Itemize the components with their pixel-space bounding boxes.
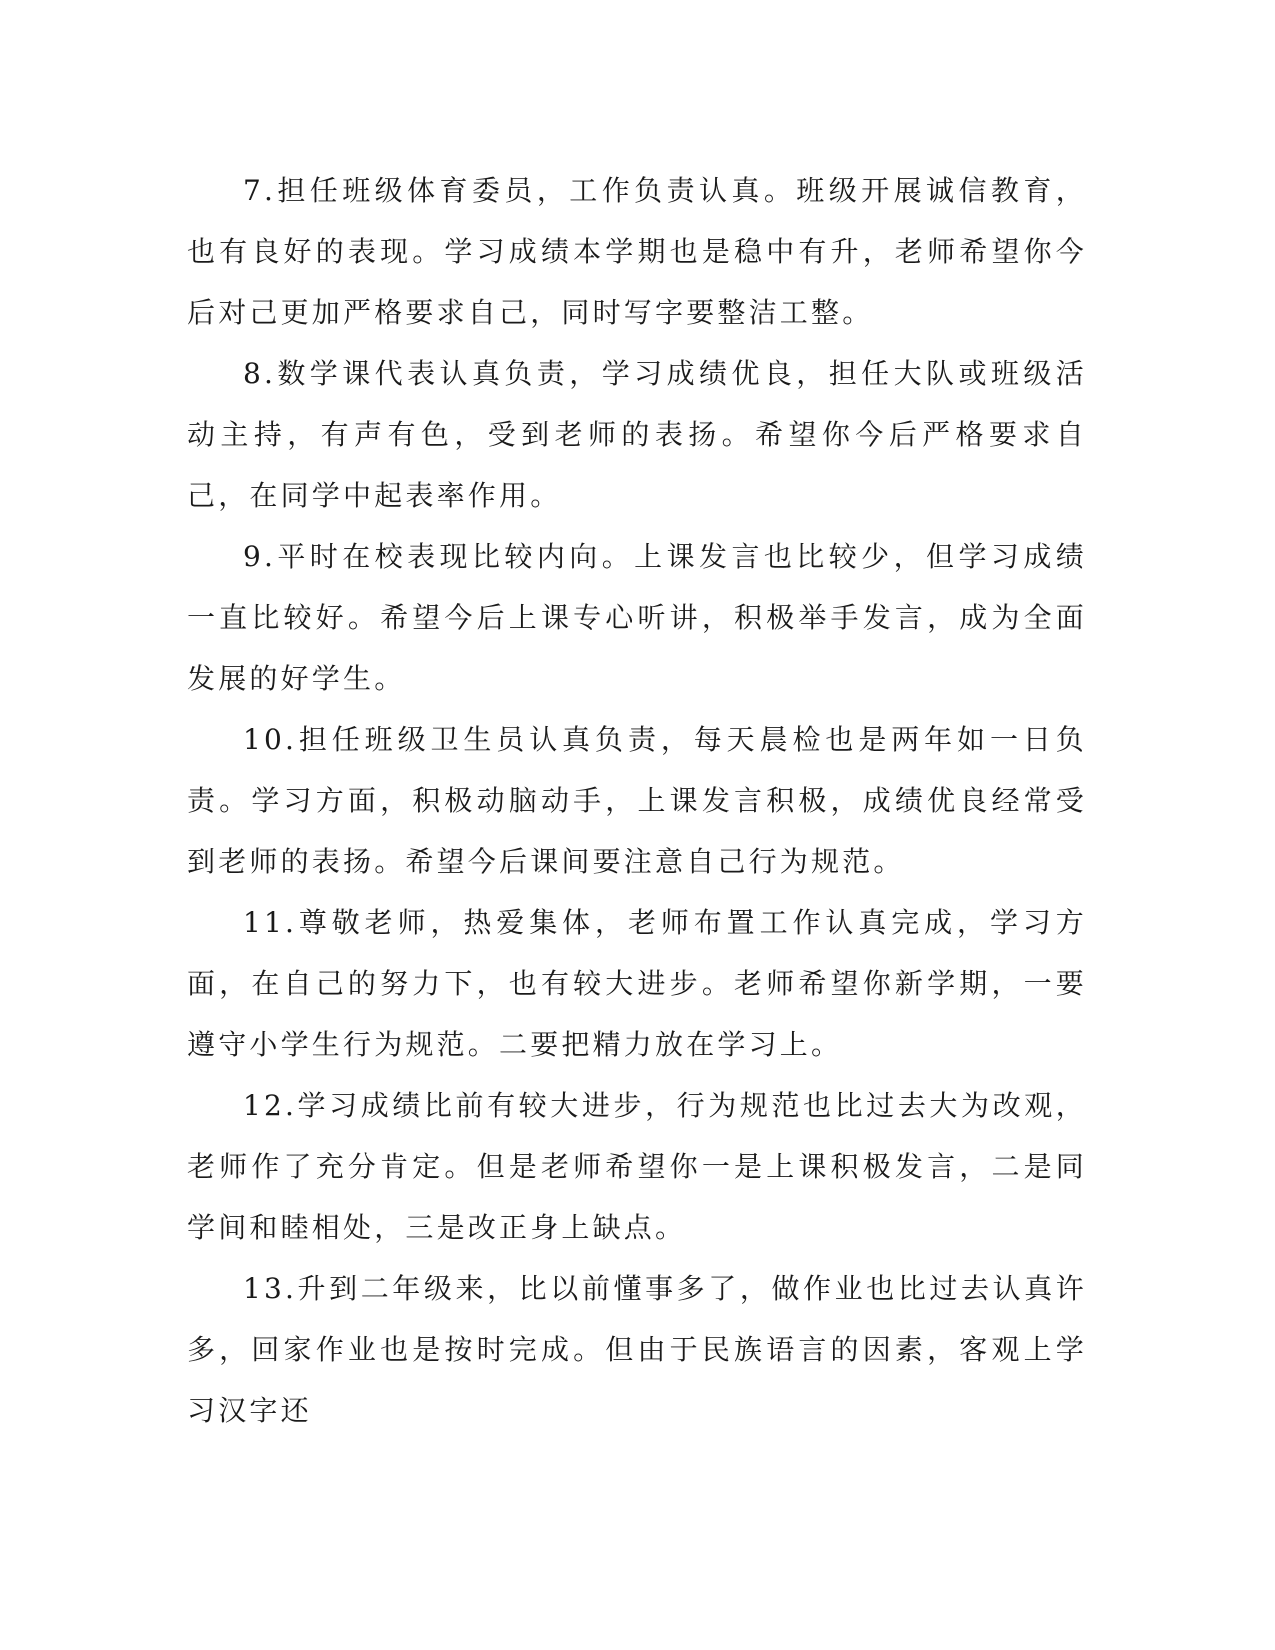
paragraph-8: 8.数学课代表认真负责，学习成绩优良，担任大队或班级活动主持，有声有色，受到老师的表扬。希望你今后严格要求自己，在同学中起表率作用。 [187,357,1087,512]
document-body [187,160,1087,1441]
paragraph-11: 11.尊敬老师，热爱集体，老师布置工作认真完成，学习方面，在自己的努力下，也有较大进步。老师希望你新学期，一要遵守小学生行为规范。二要把精力放在学习上。 [187,906,1087,1061]
paragraph-9: 9.平时在校表现比较内向。上课发言也比较少，但学习成绩一直比较好。希望今后上课专心听讲，积极举手发言，成为全面发展的好学生。 [187,540,1087,695]
paragraph-12: 12.学习成绩比前有较大进步，行为规范也比过去大为改观，老师作了充分肯定。但是老师希望你一是上课积极发言，二是同学间和睦相处，三是改正身上缺点。 [187,1089,1087,1244]
paragraph-10: 10.担任班级卫生员认真负责，每天晨检也是两年如一日负责。学习方面，积极动脑动手，上课发言积极，成绩优良经常受到老师的表扬。希望今后课间要注意自己行为规范。 [187,723,1087,878]
paragraph-13: 13.升到二年级来，比以前懂事多了，做作业也比过去认真许多，回家作业也是按时完成。但由于民族语言的因素，客观上学习汉字还 [187,1272,1087,1427]
paragraph-7: 7.担任班级体育委员，工作负责认真。班级开展诚信教育，也有良好的表现。学习成绩本学期也是稳中有升，老师希望你今后对己更加严格要求自己，同时写字要整洁工整。 [187,174,1087,329]
